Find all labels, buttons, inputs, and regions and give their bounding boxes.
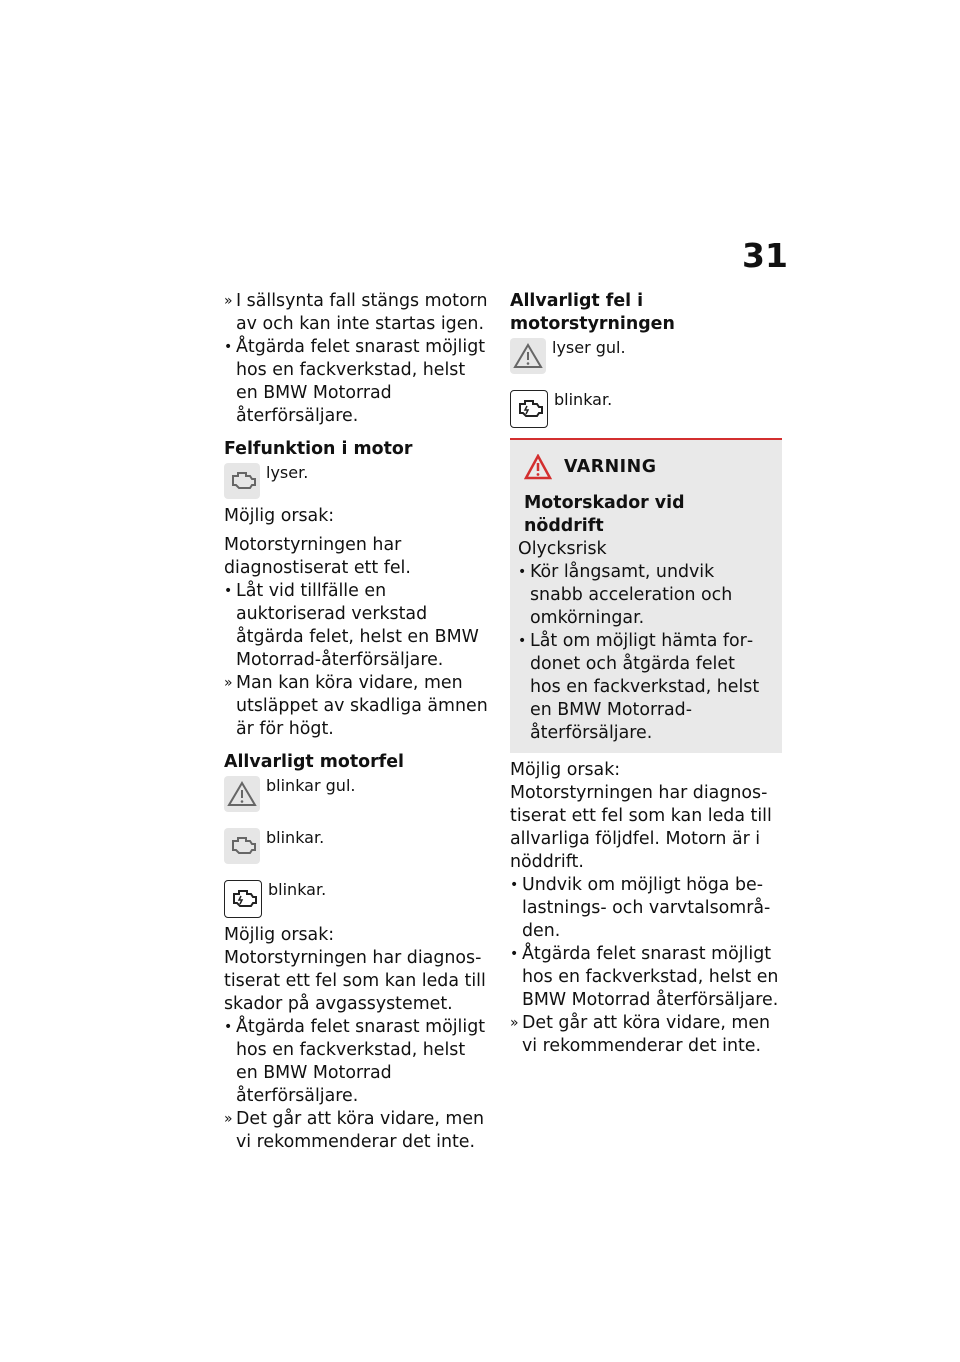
- item-text: Låt vid tillfälle en auktoriserad verkstad åtgärda felet, helst en BMW Motorrad-återförsäljare.: [236, 581, 479, 670]
- cause-label: Möjlig orsak:: [224, 925, 335, 945]
- indicator-text: lyser gul.: [552, 338, 626, 357]
- indicator-row: [224, 463, 492, 499]
- arrow-marker: »: [510, 1015, 519, 1031]
- list-item: [224, 336, 492, 428]
- item-text: Åtgärda felet snarast möjligt hos en fackverkstad, helst en BMW Motorrad återförsäljare.: [236, 337, 486, 426]
- bullet-marker: •: [518, 564, 527, 580]
- cause-label: Möjlig orsak:: [224, 506, 335, 526]
- list-item: [510, 874, 782, 943]
- bullet-marker: •: [510, 946, 519, 962]
- page-number: 31: [742, 236, 788, 275]
- list-item: [224, 672, 492, 741]
- item-text: Man kan köra vidare, men utsläppet av skadliga ämnen är för högt.: [236, 673, 488, 739]
- warning-label: VARNING: [564, 457, 657, 477]
- bullet-marker: •: [224, 339, 233, 355]
- indicator-row: [510, 390, 782, 428]
- item-text: Undvik om möjligt höga belastnings- och varvtalsområden.: [522, 875, 771, 941]
- engine-electronics-icon: [224, 880, 262, 918]
- indicator-row: [224, 828, 492, 864]
- indicator-row: [224, 776, 492, 812]
- warning-box: [510, 438, 782, 753]
- list-item: [224, 580, 492, 672]
- indicator-text: lyser.: [266, 463, 309, 482]
- list-item: [510, 1012, 782, 1058]
- cause-label: Möjlig orsak:: [510, 760, 621, 780]
- indicator-text: blinkar.: [268, 880, 327, 899]
- engine-warning-icon: [224, 828, 260, 864]
- cause-text: Motorstyrningen har diagnostiserat ett fel som kan leda till allvarliga följdfel. Motorn är i nöddrift.: [510, 783, 772, 872]
- arrow-marker: »: [224, 1111, 233, 1127]
- indicator-text: blinkar.: [554, 390, 613, 409]
- item-text: Åtgärda felet snarast möjligt hos en fackverkstad, helst en BMW Motorrad återförsäljare.: [522, 944, 779, 1010]
- list-item: [224, 1108, 492, 1154]
- item-text: Det går att köra vidare, men vi rekommenderar det inte.: [522, 1013, 771, 1056]
- list-item: [510, 943, 782, 1012]
- warning-subtitle: Motorskador vid nöddrift: [524, 493, 685, 536]
- right-column: [510, 290, 782, 1058]
- list-item: [518, 561, 770, 630]
- warning-header: [524, 454, 770, 480]
- section-title: Allvarligt fel i motorstyrningen: [510, 291, 675, 334]
- cause-text: Motorstyrningen har diagnostiserat ett fel som kan leda till skador på avgassystemet.: [224, 948, 486, 1014]
- item-text: Låt om möjligt hämta fordonet och åtgärda felet hos en fackverkstad, helst en BMW Motorrad-återförsäljare.: [530, 631, 760, 743]
- cause-text: Motorstyrningen har diagnostiserat ett fel.: [224, 535, 411, 578]
- item-text: Åtgärda felet snarast möjligt hos en fackverkstad, helst en BMW Motorrad återförsäljare.: [236, 1017, 486, 1106]
- bullet-marker: •: [224, 1019, 233, 1035]
- item-text: Det går att köra vidare, men vi rekommenderar det inte.: [236, 1109, 485, 1152]
- indicator-text: blinkar.: [266, 828, 325, 847]
- indicator-text: blinkar gul.: [266, 776, 356, 795]
- list-item: [518, 630, 770, 745]
- item-text: I sällsynta fall stängs motorn av och kan inte startas igen.: [236, 291, 488, 334]
- warning-triangle-icon: [510, 338, 546, 374]
- warning-risk: Olycksrisk: [518, 539, 607, 559]
- item-text: Kör långsamt, undvik snabb acceleration och omkörningar.: [530, 562, 733, 628]
- arrow-marker: »: [224, 293, 233, 309]
- section-title: Felfunktion i motor: [224, 439, 413, 459]
- bullet-marker: •: [510, 877, 519, 893]
- bullet-marker: •: [518, 633, 527, 649]
- engine-warning-icon: [224, 463, 260, 499]
- indicator-row: [224, 880, 492, 918]
- engine-electronics-icon: [510, 390, 548, 428]
- bullet-marker: •: [224, 583, 233, 599]
- list-item: [224, 290, 492, 336]
- warning-triangle-icon: [524, 454, 552, 480]
- left-column: [224, 290, 492, 1154]
- list-item: [224, 1016, 492, 1108]
- arrow-marker: »: [224, 675, 233, 691]
- warning-triangle-icon: [224, 776, 260, 812]
- section-title: Allvarligt motorfel: [224, 752, 404, 772]
- indicator-row: [510, 338, 782, 374]
